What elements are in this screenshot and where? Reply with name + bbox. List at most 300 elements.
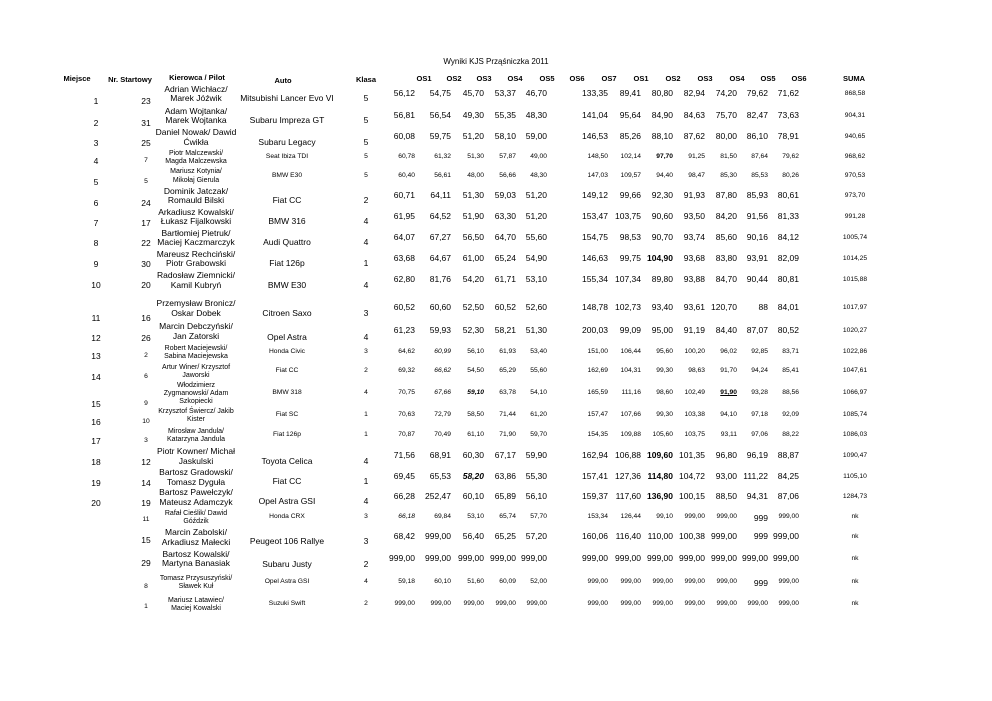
stage-time-cell: 91,19 <box>683 325 705 335</box>
driver-pilot-line: Marcin Debczyński/ <box>159 321 233 332</box>
stage-time-cell: 999,00 <box>582 552 608 563</box>
stage-time-cell: 88,87 <box>777 450 799 460</box>
car-cell: Honda Civic <box>268 348 306 355</box>
stage-time-cell: 61,20 <box>530 411 547 418</box>
stage-time-cell: 89,41 <box>619 87 641 98</box>
stage-time-cell: 51,20 <box>525 210 547 221</box>
stage-time-cell: 94,31 <box>746 491 768 501</box>
place-cell: 12 <box>91 333 101 343</box>
stage-time-cell: 59,03 <box>494 189 516 200</box>
car-cell: Opel Astra GSI <box>258 496 316 506</box>
stage-time-cell: 999,00 <box>778 578 799 585</box>
stage-time-cell: 51,30 <box>467 153 484 160</box>
stage-time-cell: 97,70 <box>656 153 673 160</box>
stage-time-cell: 999,00 <box>615 552 641 563</box>
stage-time-cell: 136,90 <box>647 491 673 501</box>
stage-time-cell: 59,75 <box>429 131 451 141</box>
stage-time-cell: 65,53 <box>429 471 451 481</box>
driver-pilot-line: Bartłomiej Pietruk/ <box>161 227 231 238</box>
stage-time-cell: 65,89 <box>494 491 516 501</box>
stage-time-cell: 109,88 <box>620 431 641 438</box>
stage-time-cell: 45,70 <box>462 87 484 98</box>
stage-time-cell: 146,63 <box>582 252 608 263</box>
stage-time-cell: 73,63 <box>777 109 799 120</box>
driver-pilot-line: Krzysztof Świercz/ Jakib <box>158 407 234 415</box>
column-header: OS2 <box>446 74 462 83</box>
column-header: Klasa <box>355 75 377 84</box>
driver-pilot-cell <box>159 468 233 488</box>
stage-time-cell: 63,78 <box>499 389 516 396</box>
car-cell: Peugeot 106 Rallye <box>249 536 325 546</box>
stage-time-cell: 57,87 <box>499 153 516 160</box>
stage-time-cell: 61,23 <box>393 325 415 335</box>
stage-time-cell: 71,90 <box>499 431 516 438</box>
stage-time-cell: 106,44 <box>620 348 641 355</box>
stage-time-cell: 141,04 <box>582 109 608 120</box>
driver-pilot-line: Jaworski <box>182 372 210 379</box>
stage-time-cell: 88,10 <box>651 131 673 141</box>
column-header: OS1 <box>633 74 649 83</box>
driver-pilot-cell <box>159 322 233 342</box>
stage-time-cell: 88,22 <box>782 431 799 438</box>
driver-pilot-cell <box>157 229 234 249</box>
start-number-cell: 22 <box>141 238 151 248</box>
driver-pilot-cell <box>156 128 237 148</box>
stage-time-cell: 999,00 <box>389 552 415 563</box>
stage-time-cell: 54,10 <box>530 389 547 396</box>
stage-time-cell: 91,70 <box>720 367 737 374</box>
driver-pilot-line: Rafał Cieślik/ Dawid <box>164 509 228 517</box>
place-cell: 10 <box>91 280 101 290</box>
stage-time-cell: 60,40 <box>398 171 415 179</box>
stage-time-cell: 107,66 <box>620 411 641 418</box>
stage-time-cell: 99,66 <box>619 189 641 200</box>
driver-pilot-line: Piotr Grabowski <box>165 258 226 269</box>
stage-time-cell: 46,70 <box>525 87 547 98</box>
stage-time-cell: 93,88 <box>683 274 705 284</box>
class-cell: 5 <box>364 153 368 160</box>
driver-pilot-line: Bartosz Gradowski/ <box>159 467 233 478</box>
class-cell: 1 <box>363 258 369 268</box>
column-header: Auto <box>274 76 292 85</box>
stage-time-cell: 126,44 <box>620 513 641 520</box>
driver-pilot-line: Przemysław Bronicz/ <box>156 298 236 309</box>
start-number-cell: 19 <box>141 498 151 508</box>
stage-time-cell: 78,91 <box>777 131 799 141</box>
start-number-cell: 7 <box>144 157 148 164</box>
stage-time-cell: 55,60 <box>530 367 547 374</box>
class-cell: 1 <box>364 411 368 418</box>
stage-time-cell: 71,62 <box>777 87 799 98</box>
stage-time-cell: 70,87 <box>398 431 415 438</box>
total-sum-cell: 973,70 <box>844 191 866 199</box>
stage-time-cell: 61,93 <box>499 348 516 355</box>
driver-pilot-cell <box>168 597 224 613</box>
driver-pilot-cell <box>165 150 226 166</box>
class-cell: 2 <box>363 195 369 205</box>
column-header: OS2 <box>665 74 681 83</box>
stage-time-cell: 999 <box>753 513 768 523</box>
car-cell: BMW E30 <box>267 280 307 290</box>
place-cell: 18 <box>91 457 101 467</box>
class-cell: 3 <box>363 308 369 318</box>
place-cell: 15 <box>91 399 101 409</box>
stage-time-cell: 83,71 <box>782 348 799 355</box>
driver-pilot-line: Romauld Bilski <box>167 195 225 206</box>
stage-time-cell: 88,56 <box>782 389 799 396</box>
stage-time-cell: 57,70 <box>530 513 547 520</box>
stage-time-cell: 149,12 <box>582 189 608 200</box>
driver-pilot-cell <box>157 271 235 291</box>
stage-time-cell: 999,00 <box>679 552 705 563</box>
stage-time-cell: 60,71 <box>393 189 415 200</box>
stage-time-cell: 88,50 <box>715 491 737 501</box>
stage-time-cell: 61,71 <box>494 274 516 284</box>
stage-time-cell: 80,52 <box>777 325 799 335</box>
column-header: SUMA <box>842 74 866 83</box>
driver-pilot-line: Piotr Malczewski/ <box>168 149 224 157</box>
place-cell: 8 <box>93 238 99 248</box>
stage-time-cell: 55,30 <box>525 471 547 481</box>
stage-time-cell: 90,44 <box>746 274 768 284</box>
start-number-cell: 3 <box>144 437 148 444</box>
stage-time-cell: 80,26 <box>782 171 799 179</box>
stage-time-cell: 101,35 <box>679 450 705 460</box>
driver-pilot-line: Marcin Zabolski/ <box>165 527 227 538</box>
stage-time-cell: 96,80 <box>715 450 737 460</box>
stage-time-cell: 64,52 <box>429 210 451 221</box>
driver-pilot-line: Katarzyna Jandula <box>167 436 225 443</box>
stage-time-cell: 66,18 <box>398 513 415 520</box>
stage-time-cell: 81,76 <box>429 274 451 284</box>
stage-time-cell: 153,34 <box>587 513 608 520</box>
driver-pilot-line: Mareusz Rechciński/ <box>156 248 236 259</box>
stage-time-cell: 82,47 <box>746 109 768 120</box>
stage-time-cell: 53,10 <box>467 513 484 520</box>
stage-time-cell: 200,03 <box>582 325 608 335</box>
stage-time-cell: 104,90 <box>647 252 673 263</box>
stage-time-cell: 58,50 <box>467 411 484 418</box>
stage-time-cell: 84,70 <box>715 274 737 284</box>
stage-time-cell: 56,66 <box>499 171 516 179</box>
stage-time-cell: 64,07 <box>393 231 415 242</box>
stage-time-cell: 252,47 <box>425 491 451 501</box>
driver-pilot-line: Piotr Kowner/ Michał <box>157 446 235 457</box>
driver-pilot-cell <box>160 575 232 591</box>
driver-pilot-line: Tomasz Przysuszyński/ <box>159 574 233 582</box>
stage-time-cell: 85,26 <box>619 131 641 141</box>
stage-time-cell: 57,20 <box>525 531 547 541</box>
stage-time-cell: 154,35 <box>587 431 608 438</box>
total-sum-cell: 1085,74 <box>842 411 868 418</box>
stage-time-cell: 85,93 <box>746 189 768 200</box>
driver-pilot-line: Kamil Kubryń <box>170 279 222 290</box>
column-header: OS6 <box>569 74 585 83</box>
start-number-cell: 24 <box>141 198 151 208</box>
stage-time-cell: 59,00 <box>525 131 547 141</box>
stage-time-cell: 87,07 <box>746 325 768 335</box>
stage-time-cell: 100,38 <box>679 531 705 541</box>
stage-time-cell: 999,00 <box>716 600 737 607</box>
stage-time-cell: 56,50 <box>462 231 484 242</box>
stage-time-cell: 999,00 <box>425 552 451 563</box>
stage-time-cell: 162,69 <box>587 367 608 374</box>
stage-time-cell: 98,63 <box>688 367 705 374</box>
stage-time-cell: 87,80 <box>715 189 737 200</box>
stage-time-cell: 75,70 <box>715 109 737 120</box>
stage-time-cell: 120,70 <box>711 302 737 312</box>
driver-pilot-cell <box>164 85 227 105</box>
stage-time-cell: 109,60 <box>647 450 673 460</box>
stage-time-cell: 74,20 <box>715 87 737 98</box>
place-cell: 14 <box>91 372 101 382</box>
total-sum-cell: 1015,88 <box>842 276 868 283</box>
stage-time-cell: 72,79 <box>434 411 451 418</box>
stage-time-cell: 162,94 <box>582 450 608 460</box>
stage-time-cell: 102,49 <box>684 389 705 396</box>
stage-time-cell: 999,00 <box>652 600 673 607</box>
place-cell: 7 <box>93 218 99 228</box>
start-number-cell: 26 <box>141 333 151 343</box>
car-cell: Suzuki Swift <box>268 600 306 607</box>
driver-pilot-line: Ćwikła <box>183 136 209 147</box>
stage-time-cell: 56,61 <box>434 171 451 179</box>
car-cell: Honda CRX <box>269 513 305 520</box>
stage-time-cell: 93,11 <box>720 431 737 438</box>
driver-pilot-line: Robert Maciejewski/ <box>164 344 228 352</box>
driver-pilot-line: Mirosław Jandula/ <box>167 427 225 435</box>
stage-time-cell: 61,00 <box>462 252 484 263</box>
stage-time-cell: 96,02 <box>720 348 737 355</box>
stage-time-cell: 51,90 <box>462 210 484 221</box>
stage-time-cell: 91,93 <box>683 189 705 200</box>
stage-time-cell: 64,67 <box>429 252 451 263</box>
class-cell: 5 <box>364 171 368 179</box>
stage-time-cell: 64,11 <box>430 189 451 200</box>
driver-pilot-line: Bartosz Pawełczyk/ <box>159 487 233 498</box>
stage-time-cell: 157,47 <box>587 411 608 418</box>
stage-time-cell: 165,59 <box>587 389 608 396</box>
driver-pilot-cell <box>157 447 235 467</box>
stage-time-cell: 60,30 <box>462 450 484 460</box>
stage-time-cell: 63,30 <box>494 210 516 221</box>
stage-time-cell: 66,62 <box>434 367 451 374</box>
total-sum-cell: 1020,27 <box>842 327 868 334</box>
stage-time-cell: 106,88 <box>615 450 641 460</box>
stage-time-cell: 85,60 <box>715 231 737 242</box>
driver-pilot-cell <box>157 299 236 319</box>
stage-time-cell: 80,80 <box>651 87 673 98</box>
driver-pilot-cell <box>162 528 231 548</box>
stage-time-cell: 103,75 <box>615 210 641 221</box>
stage-time-cell: 58,10 <box>494 131 516 141</box>
class-cell: 4 <box>363 280 369 290</box>
driver-pilot-line: Radosław Ziemnicki/ <box>157 270 235 281</box>
stage-time-cell: 104,72 <box>679 471 705 481</box>
stage-time-cell: 53,40 <box>530 348 547 355</box>
class-cell: 4 <box>363 456 369 466</box>
stage-time-cell: 51,20 <box>525 189 547 200</box>
stage-time-cell: 84,90 <box>651 109 673 120</box>
stage-time-cell: 56,10 <box>467 348 484 355</box>
stage-time-cell: 117,60 <box>615 491 641 501</box>
driver-pilot-cell <box>165 510 227 526</box>
driver-pilot-line: Kister <box>187 416 205 423</box>
driver-pilot-line: Góździk <box>183 518 209 525</box>
stage-time-cell: 48,30 <box>530 171 547 179</box>
class-cell: 4 <box>363 216 369 226</box>
stage-time-cell: 70,63 <box>398 411 415 418</box>
stage-time-cell: 155,34 <box>582 274 608 284</box>
stage-time-cell: 999,00 <box>778 600 799 607</box>
stage-time-cell: 999,00 <box>747 600 768 607</box>
document-title: Wyniki KJS Prząśniczka 2011 <box>443 57 549 66</box>
stage-time-cell: 49,00 <box>530 153 547 160</box>
stage-time-cell: 85,41 <box>782 367 799 374</box>
stage-time-cell: 67,27 <box>429 231 451 242</box>
stage-time-cell: 82,94 <box>683 87 705 98</box>
stage-time-cell: 51,30 <box>462 189 484 200</box>
stage-time-cell: 97,06 <box>751 431 768 438</box>
driver-pilot-line: Włodzimierz <box>176 381 216 389</box>
place-cell: 20 <box>91 498 101 508</box>
stage-time-cell: 94,24 <box>751 367 768 374</box>
stage-time-cell: 84,01 <box>777 302 799 312</box>
driver-pilot-cell <box>164 187 228 207</box>
car-cell: Fiat 126p <box>269 258 305 268</box>
stage-time-cell: 99,10 <box>656 513 673 520</box>
driver-pilot-line: Daniel Nowak/ Dawid <box>155 127 237 138</box>
stage-time-cell: 60,52 <box>393 302 415 312</box>
stage-time-cell: 92,30 <box>651 189 673 200</box>
stage-time-cell: 61,95 <box>393 210 415 221</box>
stage-time-cell: 102,14 <box>620 153 641 160</box>
driver-pilot-line: Maciej Kaczmarczyk <box>157 237 235 248</box>
stage-time-cell: 99,75 <box>619 252 641 263</box>
column-header: OS5 <box>760 74 776 83</box>
stage-time-cell: 94,40 <box>656 171 673 179</box>
stage-time-cell: 83,80 <box>715 252 737 263</box>
total-sum-cell: 904,31 <box>844 111 866 119</box>
stage-time-cell: 81,33 <box>777 210 799 221</box>
stage-time-cell: 56,12 <box>393 87 415 98</box>
stage-time-cell: 82,09 <box>777 252 799 263</box>
stage-time-cell: 90,16 <box>746 231 768 242</box>
driver-pilot-line: Adrian Wichłacz/ <box>164 83 228 94</box>
stage-time-cell: 79,62 <box>782 153 799 160</box>
stage-time-cell: 52,30 <box>462 325 484 335</box>
stage-time-cell: 111,22 <box>743 471 768 481</box>
total-sum-cell: 1090,47 <box>842 452 868 459</box>
stage-time-cell: 53,37 <box>494 87 516 98</box>
car-cell: Toyota Celica <box>261 456 313 466</box>
stage-time-cell: 999,00 <box>716 513 737 520</box>
car-cell: Subaru Justy <box>262 559 312 569</box>
place-cell: 6 <box>93 198 99 208</box>
driver-pilot-cell <box>165 107 227 127</box>
column-header: OS5 <box>539 74 555 83</box>
car-cell: Subaru Legacy <box>258 137 316 147</box>
stage-time-cell: 93,40 <box>651 302 673 312</box>
start-number-cell: 1 <box>144 603 148 610</box>
stage-time-cell: 61,10 <box>467 431 484 438</box>
stage-time-cell: 66,28 <box>393 491 415 501</box>
stage-time-cell: 70,75 <box>398 389 415 396</box>
start-number-cell: 17 <box>141 218 151 228</box>
total-sum-cell: nk <box>851 554 859 562</box>
class-cell: 3 <box>363 536 369 546</box>
stage-time-cell: 84,40 <box>715 325 737 335</box>
start-number-cell: 31 <box>141 118 151 128</box>
stage-time-cell: 80,00 <box>715 131 737 141</box>
total-sum-cell: 970,53 <box>844 171 866 179</box>
stage-time-cell: 99,30 <box>656 411 673 418</box>
total-sum-cell: 1014,25 <box>842 254 868 262</box>
stage-time-cell: 85,30 <box>720 171 737 179</box>
stage-time-cell: 62,80 <box>393 274 415 284</box>
place-cell: 4 <box>93 156 99 166</box>
stage-time-cell: 69,84 <box>434 513 451 520</box>
stage-time-cell: 154,75 <box>582 231 608 242</box>
stage-time-cell: 999,00 <box>711 531 737 541</box>
stage-time-cell: 52,00 <box>530 578 547 585</box>
stage-time-cell: 54,20 <box>462 274 484 284</box>
stage-time-cell: 999,00 <box>458 552 484 563</box>
stage-time-cell: 999,00 <box>647 552 673 563</box>
driver-pilot-cell <box>158 408 233 424</box>
driver-pilot-line: Mariusz Kotynia/ <box>170 168 222 176</box>
total-sum-cell: 1284,73 <box>842 493 868 500</box>
stage-time-cell: 68,42 <box>393 531 415 541</box>
class-cell: 4 <box>364 578 368 585</box>
stage-time-cell: 93,00 <box>715 471 737 481</box>
place-cell: 13 <box>91 351 101 361</box>
stage-time-cell: 999,00 <box>425 531 451 541</box>
stage-time-cell: 127,36 <box>615 471 641 481</box>
total-sum-cell: 1047,61 <box>842 367 868 374</box>
total-sum-cell: 868,58 <box>844 89 866 97</box>
driver-pilot-line: Szkopiecki <box>179 398 213 406</box>
car-cell: Fiat CC <box>272 195 302 205</box>
class-cell: 4 <box>363 237 369 247</box>
stage-time-cell: 58,20 <box>462 471 484 481</box>
column-header: Kierowca / Pilot <box>169 73 225 82</box>
stage-time-cell: 48,30 <box>525 109 547 120</box>
driver-pilot-cell <box>158 208 234 228</box>
stage-time-cell: 52,60 <box>525 302 547 312</box>
total-sum-cell: 991,28 <box>844 212 866 220</box>
total-sum-cell: 940,65 <box>844 133 866 140</box>
stage-time-cell: 56,40 <box>462 531 484 541</box>
start-number-cell: 16 <box>141 313 151 323</box>
stage-time-cell: 93,91 <box>746 252 768 263</box>
stage-time-cell: 69,32 <box>398 367 415 374</box>
stage-time-cell: 56,81 <box>393 109 415 120</box>
stage-time-cell: 84,12 <box>777 231 799 242</box>
stage-time-cell: 999,00 <box>587 578 608 585</box>
driver-pilot-cell <box>159 488 233 508</box>
stage-time-cell: 95,60 <box>656 348 673 355</box>
start-number-cell: 6 <box>144 373 148 380</box>
driver-pilot-line: Martyna Banasiak <box>161 558 231 569</box>
driver-pilot-line: Bartosz Kowalski/ <box>162 548 230 559</box>
place-cell: 19 <box>91 478 101 488</box>
stage-time-cell: 89,80 <box>651 274 673 284</box>
stage-time-cell: 999,00 <box>742 552 768 563</box>
stage-time-cell: 85,53 <box>751 171 768 179</box>
stage-time-cell: 147,03 <box>587 171 608 179</box>
driver-pilot-line: Magda Malczewska <box>165 158 227 165</box>
